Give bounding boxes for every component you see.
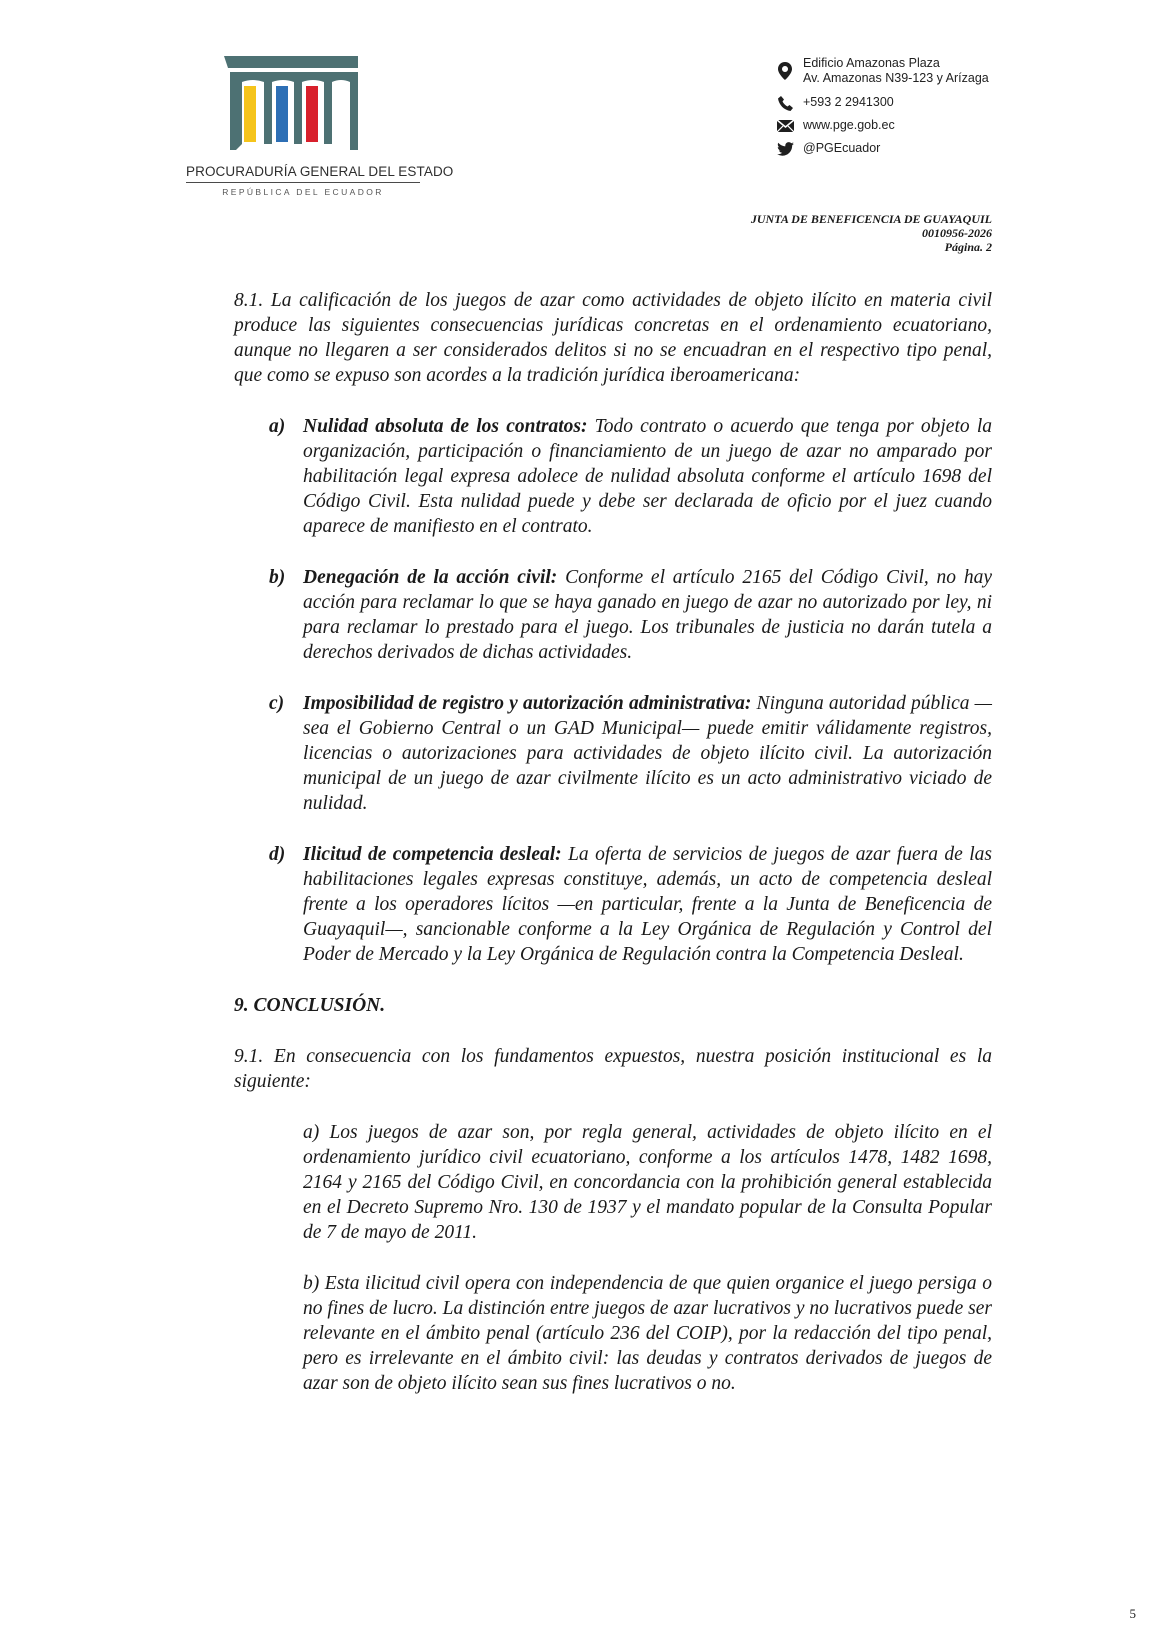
list-item-text: Todo contrato o acuerdo que tenga por objeto la organización, participación o financiamiento de un juego de azar no amparado por habilitación legal expresa adolece de nulidad absoluta conforme el artículo 1698 del Código Civil. Esta nulidad puede y debe ser declarada de oficio por el juez cuando aparece de manifiesto en el contrato. (303, 416, 992, 537)
list-item-title: Denegación de la acción civil: (303, 567, 558, 588)
location-pin-icon (776, 63, 794, 79)
list-item-title: Nulidad absoluta de los contratos: (303, 416, 588, 437)
contact-phone (776, 95, 1036, 111)
phone-number: +593 2 2941300 (803, 95, 894, 109)
list-item-text: La oferta de servicios de juegos de azar fuera de las habilitaciones legales expresas constituye, además, un acto de competencia desleal frente a los operadores lícitos —en particular, frente a la Junta de Beneficencia de Guayaquil—, sancionable conforme a la Ley Orgánica de Regulación y Control del Poder de Mercado y la Ley Orgánica de Regulación contra la Competencia Desleal. (303, 844, 992, 965)
contact-web (776, 118, 1036, 134)
list-item-letter: d) (269, 844, 286, 865)
twitter-handle[interactable]: @PGEcuador (803, 141, 881, 155)
document-reference (751, 212, 992, 254)
page-number: 5 (1129, 1606, 1136, 1621)
list-item (234, 414, 992, 539)
contact-address (776, 56, 1036, 86)
list-item-title: Ilicitud de competencia desleal: (303, 844, 562, 865)
list-item-text: Ninguna autoridad pública —sea el Gobierno Central o un GAD Municipal— puede emitir válidamente registros, licencias o autorizaciones para actividades de objeto ilícito civil. La autorización municipal de un juego de azar civilmente ilícito es un acto administrativo viciado de nulidad. (303, 693, 992, 814)
website-link[interactable]: www.pge.gob.ec (803, 118, 895, 132)
logo-divider (186, 182, 420, 183)
list-item (234, 565, 992, 665)
address-line1: Edificio Amazonas Plaza (803, 56, 940, 70)
reference-entity: JUNTA DE BENEFICENCIA DE GUAYAQUIL (750, 212, 992, 226)
list-item-letter: a) (269, 416, 286, 437)
list-item-letter: c) (269, 693, 285, 714)
paragraph-8-1: 8.1. La calificación de los juegos de azar como actividades de objeto ilícito en materia civil produce las siguientes consecuencias jurídicas concretas en el ordenamiento ecuatoriano, aunque no llegaren a ser considerados delitos si no se encuadran en el respectivo tipo penal, que como se expuso son acordes a la tradición jurídica iberoamericana: (234, 290, 992, 386)
reference-page: Página. 2 (944, 240, 992, 254)
list-item (234, 691, 992, 816)
reference-number: 0010956-2026 (922, 226, 992, 240)
list-item-letter: b) (269, 567, 286, 588)
conclusion-item-a: a) Los juegos de azar son, por regla general, actividades de objeto ilícito en el ordenamiento jurídico civil ecuatoriano, conforme a los artículos 1478, 1482 1698, 2164 y 2165 del Código Civil, en concordancia con la prohibición general establecida en el Decreto Supremo Nro. 130 de 1937 y el mandato popular de la Consulta Popular de 7 de mayo de 2011. (303, 1122, 992, 1243)
contact-block (776, 56, 1036, 164)
list-item (234, 842, 992, 967)
logo-name: PROCURADURÍA GENERAL DEL ESTADO (186, 164, 454, 179)
list-item-title: Imposibilidad de registro y autorización administrativa: (303, 693, 752, 714)
mail-icon (776, 118, 794, 134)
list-item-text: Conforme el artículo 2165 del Código Civil, no hay acción para reclamar lo que se haya ganado en juego de azar no autorizado por ley, ni para reclamar lo prestado para el juego. Los tribunales de justicia no darán tutela a derechos derivados de dichas actividades. (303, 567, 993, 663)
logo-subtitle: REPÚBLICA DEL ECUADOR (222, 187, 384, 197)
twitter-icon (776, 141, 794, 157)
phone-icon (776, 95, 794, 111)
contact-twitter (776, 141, 1036, 157)
pge-logo-mark (186, 56, 420, 162)
document-body (234, 288, 992, 1422)
paragraph-9-1: 9.1. En consecuencia con los fundamentos expuestos, nuestra posición institucional es la siguiente: (234, 1046, 992, 1092)
conclusion-item-b: b) Esta ilicitud civil opera con independencia de que quien organice el juego persiga o no fines de lucro. La distinción entre juegos de azar lucrativos y no lucrativos puede ser relevante en el ámbito penal (artículo 236 del COIP), por la redacción del tipo penal, pero es irrelevante en el ámbito civil: las deudas y contratos derivados de juegos de azar son de objeto ilícito sean sus fines lucrativos o no. (303, 1273, 992, 1394)
pge-logo (186, 56, 454, 206)
address-line2: Av. Amazonas N39-123 y Arízaga (803, 71, 989, 85)
section-heading-conclusion: 9. CONCLUSIÓN. (234, 995, 386, 1016)
